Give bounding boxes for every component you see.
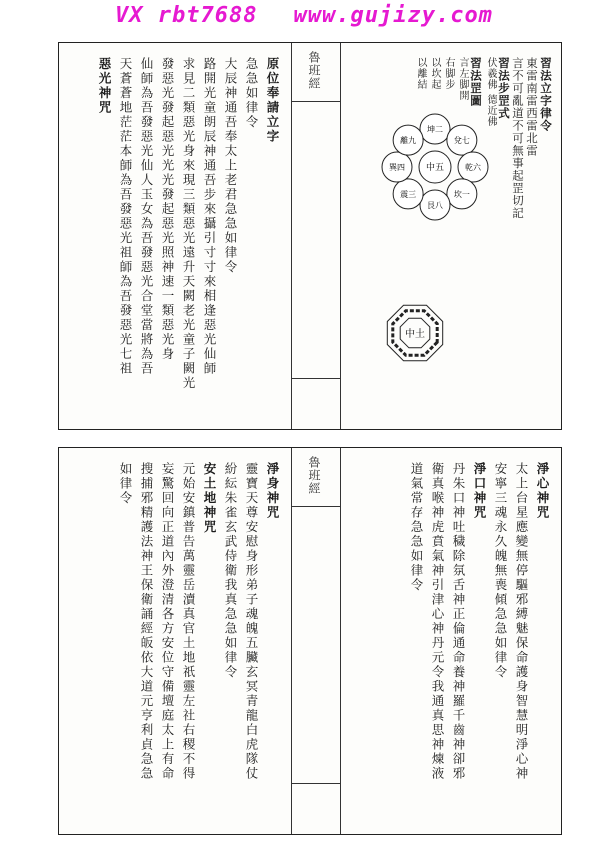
top-left-page xyxy=(59,43,291,429)
text-column: 仙師為吾發惡光仙人玉女為吾發惡光合堂當將為吾 xyxy=(139,57,154,376)
banner-site: www.gujizy.com xyxy=(293,2,493,28)
text-column: 衛真喉神虎賁氣神引津心神丹元令我通真思神煉液 xyxy=(430,462,445,781)
text-column: 道氣常存急急如律令 xyxy=(409,462,424,593)
text-column: 太上台星應變無停驅邪縛魅保命護身智慧明淨心神 xyxy=(514,462,529,781)
gutter-rule xyxy=(292,378,340,379)
bottom-right-page xyxy=(339,448,561,834)
text-column: 路開光童朗辰神通吾步來攝引寸寸來相逢惡光仙師 xyxy=(202,57,217,376)
flower-petal-label: 乾六 xyxy=(465,163,481,172)
text-column: 以離結 xyxy=(415,57,426,90)
text-column: 安寧三魂永久魄無喪傾急急如律令 xyxy=(493,462,508,680)
text-column: 東雷南雷西雷北雷 xyxy=(525,57,539,157)
flower-petal-label: 震三 xyxy=(400,189,417,199)
top-book-spread xyxy=(58,42,562,430)
bottom-left-page xyxy=(59,448,291,834)
text-column: 以坎起 xyxy=(429,57,440,90)
text-column: 妄驚回向正道內外澄清各方安位守備壇庭太上有命 xyxy=(160,462,175,781)
text-column: 急急如律令 xyxy=(244,57,259,130)
bottom-gutter xyxy=(291,448,341,834)
banner-contact: VX rbt7688 xyxy=(115,2,258,28)
column-heading: 習法步罡式 xyxy=(497,57,511,120)
watermark-banner xyxy=(0,0,608,30)
text-column: 言左脚開 xyxy=(457,57,468,101)
text-column: 求見二類惡光身來現三類惡光遠升天闕老光童子闕光 xyxy=(181,57,196,391)
flower-petal-label: 坤二 xyxy=(427,125,443,134)
bagua-octagon-diagram xyxy=(375,293,455,373)
column-heading: 淨身神咒 xyxy=(265,462,280,520)
text-column: 靈寶天尊安慰身形弟子魂魄五臟玄冥青龍白虎隊仗 xyxy=(244,462,259,781)
top-gutter-title: 魯班經 xyxy=(307,51,321,90)
column-heading: 習法罡圖 xyxy=(469,57,483,107)
text-column: 言不可亂道不可無事起罡切記 xyxy=(511,57,525,220)
top-right-page xyxy=(339,43,561,429)
text-column: 元始安鎮普告萬靈岳瀆真官土地祇靈左社右稷不得 xyxy=(181,462,196,781)
column-heading: 淨心神咒 xyxy=(535,462,550,520)
column-heading: 原位奉請立字 xyxy=(265,57,280,144)
text-column: 天蒼蒼地茫茫本師為吾發惡光祖師為吾發惡光七祖 xyxy=(118,57,133,376)
bottom-book-spread xyxy=(58,447,562,835)
nine-palace-flower-diagram xyxy=(375,107,495,227)
top-gutter xyxy=(291,43,341,429)
column-heading: 安土地神咒 xyxy=(202,462,217,535)
flower-petal-label: 坎一 xyxy=(453,189,470,199)
column-heading: 淨口神咒 xyxy=(472,462,487,520)
text-column: 搜捕邪精護法神王保衛誦經皈依大道元亨利貞急急 xyxy=(139,462,154,781)
gutter-rule xyxy=(292,783,340,784)
flower-center-label: 中五 xyxy=(425,163,445,173)
text-column: 丹朱口神吐穢除氛舌神正倫通命養神羅千齒神卻邪 xyxy=(451,462,466,781)
flower-petal-label: 巽四 xyxy=(389,163,405,172)
text-column: 右脚步 xyxy=(443,57,454,90)
bottom-left-text-columns xyxy=(65,462,283,822)
text-column: 發惡光發起惡光光光發起惡光照神速一類惡光身 xyxy=(160,57,175,362)
text-column: 大辰神通吾奉太上老君急急如律令 xyxy=(223,57,238,275)
top-left-text-columns xyxy=(65,57,283,417)
gutter-rule xyxy=(292,101,340,102)
flower-petal-label: 兌七 xyxy=(453,136,470,146)
text-column: 紛紜朱雀玄武侍衛我真急急如律令 xyxy=(223,462,238,680)
gutter-rule xyxy=(292,506,340,507)
bagua-center-label: 中土 xyxy=(405,329,425,340)
flower-petal-label: 艮八 xyxy=(427,201,443,210)
bottom-gutter-title: 魯班經 xyxy=(307,456,321,495)
column-heading: 習法立字律令 xyxy=(539,57,553,132)
text-column: 伏羲佛 德近佛 xyxy=(485,57,496,128)
text-column: 如律令 xyxy=(118,462,133,506)
column-heading: 惡光神咒 xyxy=(97,57,112,115)
flower-petal-label: 離九 xyxy=(400,136,417,146)
bottom-right-text-columns xyxy=(345,462,553,822)
